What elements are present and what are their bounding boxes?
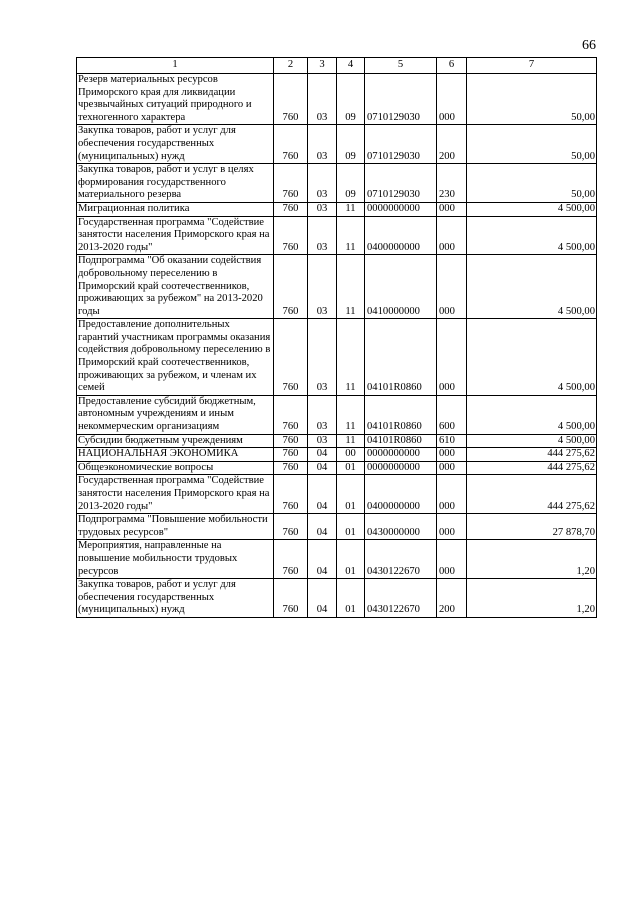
cell-amount: 4 500,00 — [467, 395, 597, 434]
cell-target-article: 0710129030 — [365, 74, 437, 125]
cell-grbs: 760 — [274, 475, 308, 514]
table-row — [77, 540, 597, 579]
cell-subsection: 11 — [337, 216, 365, 255]
table-row — [77, 461, 597, 475]
table-row — [77, 448, 597, 462]
cell-subsection: 11 — [337, 434, 365, 448]
cell-expense-type: 000 — [437, 514, 467, 540]
cell-expense-type: 000 — [437, 74, 467, 125]
cell-section: 04 — [308, 448, 337, 462]
cell-expense-type: 000 — [437, 475, 467, 514]
cell-expense-type: 600 — [437, 395, 467, 434]
cell-expense-type: 200 — [437, 579, 467, 618]
cell-amount: 4 500,00 — [467, 216, 597, 255]
table-row — [77, 74, 597, 125]
cell-amount: 1,20 — [467, 579, 597, 618]
cell-name: Государственная программа "Содействие занятости населения Приморского края на 2013-2020 годы" — [77, 475, 274, 514]
table-row — [77, 475, 597, 514]
cell-grbs: 760 — [274, 395, 308, 434]
header-col-1: 1 — [77, 58, 274, 74]
cell-grbs: 760 — [274, 461, 308, 475]
cell-subsection: 11 — [337, 255, 365, 319]
cell-name: Миграционная политика — [77, 202, 274, 216]
cell-amount: 1,20 — [467, 540, 597, 579]
cell-target-article: 0430000000 — [365, 514, 437, 540]
cell-target-article: 04101R0860 — [365, 434, 437, 448]
cell-expense-type: 000 — [437, 216, 467, 255]
header-col-3: 3 — [308, 58, 337, 74]
cell-expense-type: 610 — [437, 434, 467, 448]
cell-amount: 444 275,62 — [467, 448, 597, 462]
table-row — [77, 514, 597, 540]
cell-target-article: 0410000000 — [365, 255, 437, 319]
cell-section: 04 — [308, 514, 337, 540]
cell-grbs: 760 — [274, 448, 308, 462]
budget-table — [76, 57, 597, 618]
cell-section: 03 — [308, 434, 337, 448]
cell-expense-type: 000 — [437, 461, 467, 475]
cell-name: Закупка товаров, работ и услуг для обеспечения государственных (муниципальных) нужд — [77, 579, 274, 618]
cell-name: Предоставление дополнительных гарантий участникам программы оказания содействия добровольному переселению в Приморский край соотечественников, проживающих за рубежом, и членам их семей — [77, 319, 274, 396]
cell-subsection: 09 — [337, 164, 365, 203]
cell-target-article: 0000000000 — [365, 461, 437, 475]
cell-subsection: 11 — [337, 395, 365, 434]
header-col-5: 5 — [365, 58, 437, 74]
cell-section: 04 — [308, 475, 337, 514]
cell-amount: 444 275,62 — [467, 475, 597, 514]
cell-subsection: 11 — [337, 319, 365, 396]
page-number: 66 — [582, 38, 596, 53]
cell-section: 03 — [308, 319, 337, 396]
cell-expense-type: 000 — [437, 255, 467, 319]
cell-target-article: 0000000000 — [365, 202, 437, 216]
table-row — [77, 202, 597, 216]
cell-name: НАЦИОНАЛЬНАЯ ЭКОНОМИКА — [77, 448, 274, 462]
cell-expense-type: 200 — [437, 125, 467, 164]
cell-grbs: 760 — [274, 434, 308, 448]
cell-subsection: 09 — [337, 74, 365, 125]
cell-name: Мероприятия, направленные на повышение мобильности трудовых ресурсов — [77, 540, 274, 579]
table-row — [77, 395, 597, 434]
cell-section: 04 — [308, 461, 337, 475]
cell-name: Закупка товаров, работ и услуг для обеспечения государственных (муниципальных) нужд — [77, 125, 274, 164]
cell-grbs: 760 — [274, 125, 308, 164]
cell-target-article: 04101R0860 — [365, 319, 437, 396]
cell-name: Подпрограмма "Повышение мобильности трудовых ресурсов" — [77, 514, 274, 540]
cell-name: Резерв материальных ресурсов Приморского края для ликвидации чрезвычайных ситуаций природного и техногенного характера — [77, 74, 274, 125]
cell-target-article: 0710129030 — [365, 125, 437, 164]
cell-section: 03 — [308, 395, 337, 434]
cell-section: 03 — [308, 125, 337, 164]
table-row — [77, 216, 597, 255]
cell-amount: 27 878,70 — [467, 514, 597, 540]
cell-name: Государственная программа "Содействие занятости населения Приморского края на 2013-2020 годы" — [77, 216, 274, 255]
table-row — [77, 255, 597, 319]
cell-expense-type: 000 — [437, 319, 467, 396]
cell-target-article: 04101R0860 — [365, 395, 437, 434]
cell-expense-type: 000 — [437, 448, 467, 462]
cell-amount: 444 275,62 — [467, 461, 597, 475]
cell-expense-type: 000 — [437, 540, 467, 579]
cell-subsection: 01 — [337, 475, 365, 514]
header-col-4: 4 — [337, 58, 365, 74]
cell-grbs: 760 — [274, 74, 308, 125]
cell-section: 04 — [308, 540, 337, 579]
cell-section: 03 — [308, 202, 337, 216]
cell-subsection: 01 — [337, 540, 365, 579]
cell-amount: 4 500,00 — [467, 255, 597, 319]
cell-section: 03 — [308, 74, 337, 125]
cell-target-article: 0430122670 — [365, 579, 437, 618]
cell-grbs: 760 — [274, 216, 308, 255]
table-row — [77, 434, 597, 448]
cell-target-article: 0400000000 — [365, 216, 437, 255]
cell-grbs: 760 — [274, 319, 308, 396]
cell-amount: 50,00 — [467, 74, 597, 125]
cell-subsection: 01 — [337, 461, 365, 475]
cell-target-article: 0710129030 — [365, 164, 437, 203]
cell-name: Предоставление субсидий бюджетным, автономным учреждениям и иным некоммерческим организациям — [77, 395, 274, 434]
cell-section: 03 — [308, 216, 337, 255]
cell-expense-type: 000 — [437, 202, 467, 216]
table-row — [77, 125, 597, 164]
cell-target-article: 0000000000 — [365, 448, 437, 462]
cell-section: 03 — [308, 255, 337, 319]
cell-target-article: 0400000000 — [365, 475, 437, 514]
cell-amount: 4 500,00 — [467, 319, 597, 396]
table-row — [77, 319, 597, 396]
cell-grbs: 760 — [274, 164, 308, 203]
header-col-2: 2 — [274, 58, 308, 74]
header-col-7: 7 — [467, 58, 597, 74]
cell-name: Подпрограмма "Об оказании содействия добровольному переселению в Приморский край соотечественников, проживающих за рубежом" на 2013-2020 годы — [77, 255, 274, 319]
cell-section: 04 — [308, 579, 337, 618]
cell-amount: 50,00 — [467, 164, 597, 203]
cell-section: 03 — [308, 164, 337, 203]
table-row — [77, 164, 597, 203]
cell-amount: 4 500,00 — [467, 434, 597, 448]
cell-subsection: 00 — [337, 448, 365, 462]
cell-amount: 50,00 — [467, 125, 597, 164]
cell-name: Общеэкономические вопросы — [77, 461, 274, 475]
table-row — [77, 579, 597, 618]
cell-grbs: 760 — [274, 255, 308, 319]
cell-grbs: 760 — [274, 202, 308, 216]
cell-name: Закупка товаров, работ и услуг в целях формирования государственного материального резерва — [77, 164, 274, 203]
cell-subsection: 01 — [337, 579, 365, 618]
cell-grbs: 760 — [274, 540, 308, 579]
header-col-6: 6 — [437, 58, 467, 74]
cell-subsection: 01 — [337, 514, 365, 540]
cell-grbs: 760 — [274, 514, 308, 540]
cell-expense-type: 230 — [437, 164, 467, 203]
cell-name: Субсидии бюджетным учреждениям — [77, 434, 274, 448]
cell-subsection: 09 — [337, 125, 365, 164]
table-header-row — [77, 58, 597, 74]
cell-grbs: 760 — [274, 579, 308, 618]
cell-target-article: 0430122670 — [365, 540, 437, 579]
cell-amount: 4 500,00 — [467, 202, 597, 216]
cell-subsection: 11 — [337, 202, 365, 216]
